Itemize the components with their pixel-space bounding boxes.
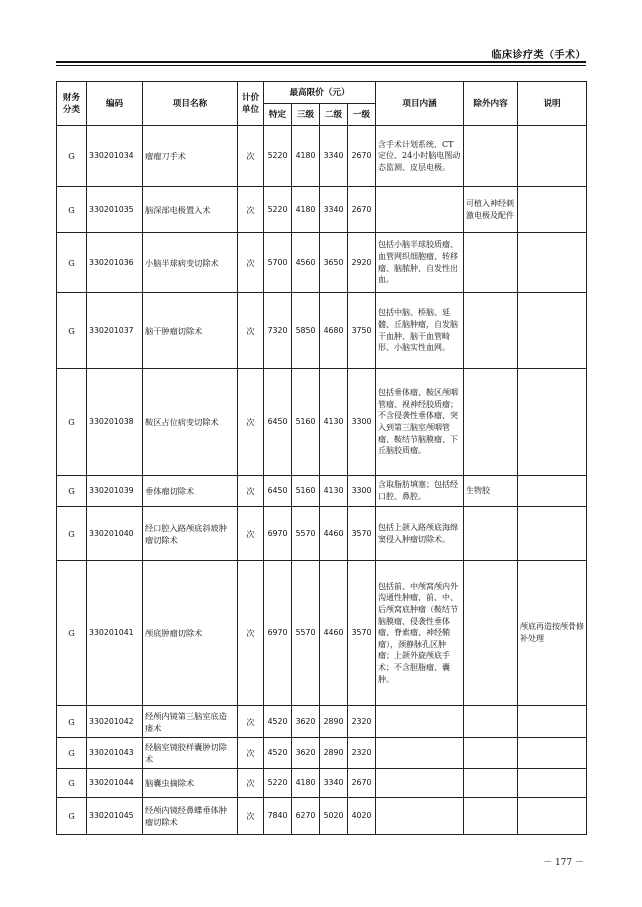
cell-unit: 次: [238, 476, 264, 507]
cell-content: 包括小脑半球胶质瘤、血管网织细胞瘤、转移瘤、脑脓肿、自发性出血。: [376, 233, 464, 293]
cell-price-level3: 5850: [292, 293, 320, 369]
cell-price-level3: 5160: [292, 476, 320, 507]
cell-code: 330201038: [87, 369, 143, 476]
cell-excluded: 可植入神经刺激电极及配件: [464, 187, 518, 233]
cell-price-special: 6970: [264, 561, 292, 706]
cell-name: 鞍区占位病变切除术: [143, 369, 238, 476]
cell-code: 330201040: [87, 507, 143, 561]
cell-excluded: [464, 561, 518, 706]
cell-notes: 颅底再造按颅骨修补处理: [518, 561, 587, 706]
cell-excluded: 生物胶: [464, 476, 518, 507]
cell-code: 330201034: [87, 126, 143, 187]
cell-price-level1: 2320: [348, 738, 376, 769]
cell-unit: 次: [238, 738, 264, 769]
table-row: [57, 369, 587, 476]
table-row: [57, 507, 587, 561]
table-row: [57, 476, 587, 507]
cell-content: 含手术计划系统、CT定位、24小时脑电图动态监测、皮层电极。: [376, 126, 464, 187]
cell-unit: 次: [238, 369, 264, 476]
col-header-level1: 一级: [348, 104, 376, 126]
cell-price-level1: 3300: [348, 476, 376, 507]
col-header-content: 项目内涵: [376, 82, 464, 126]
cell-price-special: 6970: [264, 507, 292, 561]
cell-price-level1: 2920: [348, 233, 376, 293]
cell-price-special: 7840: [264, 798, 292, 835]
cell-notes: [518, 476, 587, 507]
cell-unit: 次: [238, 798, 264, 835]
cell-price-level2: 2890: [320, 706, 348, 738]
cell-price-special: 5220: [264, 769, 292, 798]
cell-content: 包括中脑、桥脑、延髓、丘脑肿瘤，自发脑干血肿、脑干血管畸形、小脑实性血网。: [376, 293, 464, 369]
cell-category: G: [57, 507, 87, 561]
cell-content: [376, 706, 464, 738]
cell-content: 包括前、中颅窝颅内外沟通性肿瘤，前、中、后颅窝底肿瘤（鞍结节脑膜瘤、侵袭性垂体瘤、脊索瘤、神经鞘瘤），颈静脉孔区肿瘤；上颌外旋颅底手术；不含胆脂瘤、囊肿。: [376, 561, 464, 706]
cell-code: 330201045: [87, 798, 143, 835]
cell-price-level3: 3620: [292, 738, 320, 769]
cell-excluded: [464, 369, 518, 476]
table-row: [57, 769, 587, 798]
cell-price-level1: 2670: [348, 769, 376, 798]
col-header-name: 项目名称: [143, 82, 238, 126]
cell-price-level3: 5160: [292, 369, 320, 476]
table-row: [57, 293, 587, 369]
col-header-code: 编码: [87, 82, 143, 126]
cell-price-level1: 4020: [348, 798, 376, 835]
cell-price-level2: 4460: [320, 561, 348, 706]
cell-name: 经颅内镜第三脑室底造瘘术: [143, 706, 238, 738]
cell-category: G: [57, 798, 87, 835]
cell-notes: [518, 187, 587, 233]
col-header-level3: 三级: [292, 104, 320, 126]
cell-unit: 次: [238, 769, 264, 798]
cell-price-level3: 4180: [292, 769, 320, 798]
cell-name: 颅底肿瘤切除术: [143, 561, 238, 706]
cell-code: 330201037: [87, 293, 143, 369]
cell-price-level3: 5570: [292, 561, 320, 706]
cell-price-level2: 4130: [320, 369, 348, 476]
col-header-unit: 计价单位: [238, 82, 264, 126]
col-header-excluded: 除外内容: [464, 82, 518, 126]
cell-category: G: [57, 126, 87, 187]
cell-category: G: [57, 706, 87, 738]
cell-price-special: 6450: [264, 369, 292, 476]
cell-price-level2: 4460: [320, 507, 348, 561]
cell-price-level2: 2890: [320, 738, 348, 769]
cell-price-special: 7320: [264, 293, 292, 369]
cell-name: 经口腔入路颅底斜坡肿瘤切除术: [143, 507, 238, 561]
cell-content: 含取脂肪填塞；包括经口腔、鼻腔。: [376, 476, 464, 507]
cell-category: G: [57, 233, 87, 293]
cell-category: G: [57, 561, 87, 706]
cell-excluded: [464, 738, 518, 769]
table-row: [57, 561, 587, 706]
header-rule: [56, 61, 586, 66]
cell-notes: [518, 706, 587, 738]
cell-excluded: [464, 126, 518, 187]
cell-name: 小脑半球病变切除术: [143, 233, 238, 293]
cell-notes: [518, 738, 587, 769]
table-row: [57, 738, 587, 769]
cell-code: 330201044: [87, 769, 143, 798]
cell-category: G: [57, 769, 87, 798]
fee-table: [56, 81, 587, 835]
cell-price-level3: 4560: [292, 233, 320, 293]
cell-code: 330201042: [87, 706, 143, 738]
cell-name: 瘤瘤刀手术: [143, 126, 238, 187]
cell-price-level3: 5570: [292, 507, 320, 561]
col-header-notes: 说明: [518, 82, 587, 126]
cell-excluded: [464, 293, 518, 369]
col-header-special: 特定: [264, 104, 292, 126]
cell-name: 脑囊虫摘除术: [143, 769, 238, 798]
cell-excluded: [464, 798, 518, 835]
cell-category: G: [57, 738, 87, 769]
col-header-category: 财务分类: [57, 82, 87, 126]
cell-price-level3: 4180: [292, 126, 320, 187]
cell-price-special: 5220: [264, 187, 292, 233]
cell-price-level1: 2670: [348, 187, 376, 233]
cell-name: 经脑室镜胶样囊肿切除术: [143, 738, 238, 769]
cell-code: 330201035: [87, 187, 143, 233]
table-row: [57, 187, 587, 233]
cell-price-special: 6450: [264, 476, 292, 507]
cell-price-special: 4520: [264, 706, 292, 738]
cell-price-level2: 3340: [320, 187, 348, 233]
cell-price-level2: 3650: [320, 233, 348, 293]
cell-notes: [518, 507, 587, 561]
cell-price-level2: 5020: [320, 798, 348, 835]
cell-content: [376, 798, 464, 835]
cell-price-special: 4520: [264, 738, 292, 769]
cell-price-level2: 4680: [320, 293, 348, 369]
cell-notes: [518, 293, 587, 369]
cell-category: G: [57, 369, 87, 476]
cell-category: G: [57, 293, 87, 369]
cell-price-level1: 3570: [348, 507, 376, 561]
cell-price-level3: 4180: [292, 187, 320, 233]
cell-price-level1: 2320: [348, 706, 376, 738]
cell-content: 包括垂体瘤、鞍区颅咽管瘤、视神经胶质瘤；不含侵袭性垂体瘤、突入到第三脑室颅咽管瘤、鞍结节脑膜瘤、下丘脑胶质瘤。: [376, 369, 464, 476]
table-row: [57, 798, 587, 835]
cell-price-level1: 3300: [348, 369, 376, 476]
cell-unit: 次: [238, 233, 264, 293]
cell-excluded: [464, 507, 518, 561]
cell-unit: 次: [238, 126, 264, 187]
cell-excluded: [464, 233, 518, 293]
cell-name: 垂体瘤切除术: [143, 476, 238, 507]
cell-unit: 次: [238, 293, 264, 369]
cell-notes: [518, 126, 587, 187]
cell-notes: [518, 798, 587, 835]
cell-price-level2: 3340: [320, 769, 348, 798]
cell-unit: 次: [238, 507, 264, 561]
cell-price-level1: 3570: [348, 561, 376, 706]
cell-name: 脑干肿瘤切除术: [143, 293, 238, 369]
cell-name: 经颅内镜经鼻蝶垂体肿瘤切除术: [143, 798, 238, 835]
cell-excluded: [464, 706, 518, 738]
table-row: [57, 706, 587, 738]
cell-notes: [518, 769, 587, 798]
table-row: [57, 126, 587, 187]
cell-code: 330201039: [87, 476, 143, 507]
cell-price-level3: 6270: [292, 798, 320, 835]
cell-unit: 次: [238, 706, 264, 738]
cell-content: [376, 187, 464, 233]
cell-price-special: 5700: [264, 233, 292, 293]
cell-price-special: 5220: [264, 126, 292, 187]
cell-content: [376, 738, 464, 769]
cell-notes: [518, 369, 587, 476]
cell-notes: [518, 233, 587, 293]
cell-code: 330201041: [87, 561, 143, 706]
cell-price-level2: 3340: [320, 126, 348, 187]
col-header-level2: 二级: [320, 104, 348, 126]
cell-unit: 次: [238, 561, 264, 706]
page-number: － 177 －: [543, 858, 584, 868]
cell-category: G: [57, 476, 87, 507]
cell-excluded: [464, 769, 518, 798]
cell-price-level1: 3750: [348, 293, 376, 369]
cell-code: 330201036: [87, 233, 143, 293]
cell-unit: 次: [238, 187, 264, 233]
cell-price-level2: 4130: [320, 476, 348, 507]
cell-name: 脑深部电极置入术: [143, 187, 238, 233]
cell-category: G: [57, 187, 87, 233]
cell-price-level1: 2670: [348, 126, 376, 187]
cell-content: 包括上颌入路颅底海绵窦侵入肿瘤切除术。: [376, 507, 464, 561]
col-header-max-price: 最高限价（元）: [264, 82, 376, 104]
table-row: [57, 233, 587, 293]
cell-price-level3: 3620: [292, 706, 320, 738]
cell-content: [376, 769, 464, 798]
page-header-title: 临床诊疗类（手术）: [491, 50, 586, 61]
cell-code: 330201043: [87, 738, 143, 769]
